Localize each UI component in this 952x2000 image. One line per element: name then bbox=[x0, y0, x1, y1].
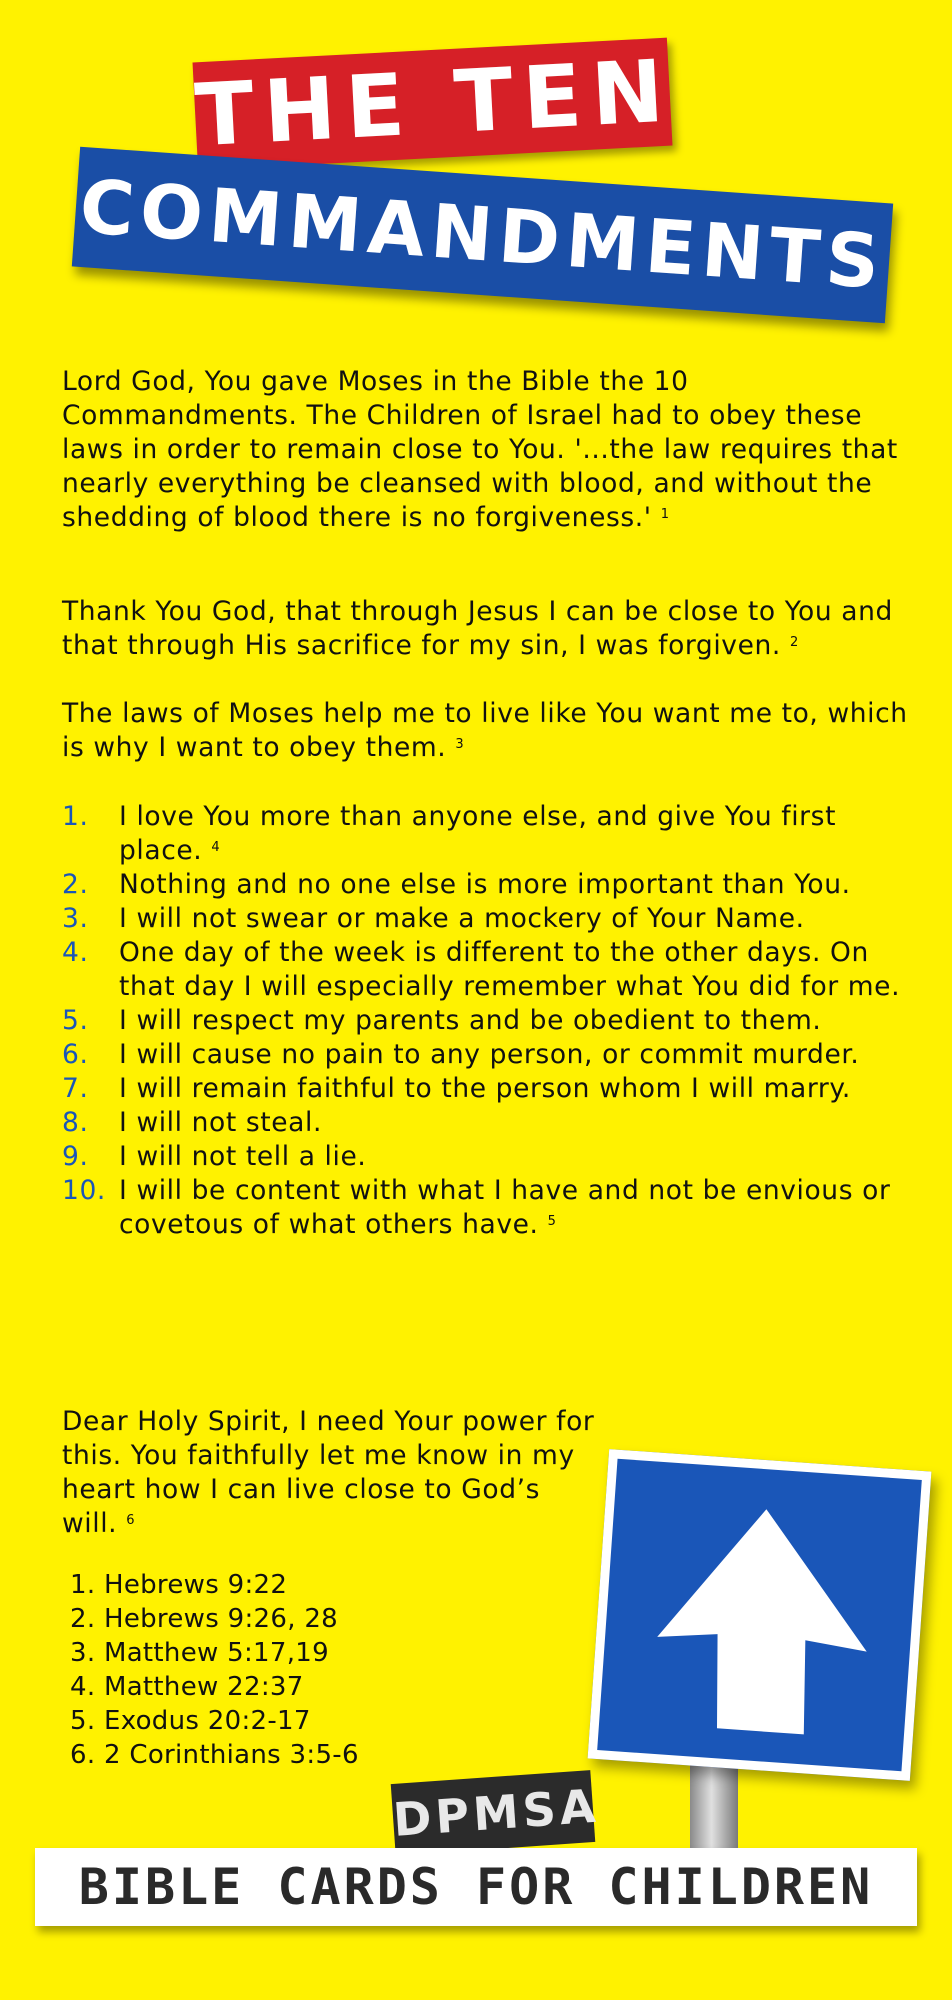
up-arrow-icon bbox=[597, 1459, 922, 1772]
title-line-1: THE TEN bbox=[192, 38, 672, 171]
reference-item: 2. Hebrews 9:26, 28 bbox=[70, 1604, 339, 1634]
spirit-text: Dear Holy Spirit, I need Your power for this. You faithfully let me know in my heart how I can live close to God’s will. bbox=[62, 1406, 595, 1539]
list-item bbox=[62, 1072, 912, 1106]
list-item-text: One day of the week is different to the other days. On that day I will especially remember what You did for me. bbox=[119, 937, 901, 1002]
list-number: 8. bbox=[62, 1107, 89, 1138]
list-number: 6. bbox=[62, 1039, 89, 1070]
footnote-ref: 1 bbox=[660, 507, 670, 522]
intro-paragraph bbox=[62, 365, 912, 535]
references-list bbox=[70, 1568, 359, 1772]
list-number: 2. bbox=[62, 869, 89, 900]
laws-paragraph bbox=[62, 697, 912, 765]
list-number: 7. bbox=[62, 1073, 89, 1104]
list-item-text: I love You more than anyone else, and give You first place. bbox=[119, 801, 837, 866]
list-item bbox=[62, 936, 912, 1004]
list-item-text: I will not steal. bbox=[119, 1107, 322, 1138]
list-item bbox=[62, 902, 912, 936]
list-item-text: I will respect my parents and be obedient to them. bbox=[119, 1005, 822, 1036]
thanks-text: Thank You God, that through Jesus I can be close to You and that through His sacrifice for my sin, I was forgiven. bbox=[62, 596, 893, 661]
footnote-ref: 6 bbox=[126, 1513, 136, 1528]
list-item-text: I will cause no pain to any person, or commit murder. bbox=[119, 1039, 860, 1070]
list-number: 5. bbox=[62, 1005, 89, 1036]
list-number: 4. bbox=[62, 937, 89, 968]
reference-item: 1. Hebrews 9:22 bbox=[70, 1570, 288, 1600]
list-item-text: I will not tell a lie. bbox=[119, 1141, 367, 1172]
list-number: 9. bbox=[62, 1141, 89, 1172]
title-line-2: COMMANDMENTS bbox=[72, 147, 893, 324]
footnote-ref: 2 bbox=[789, 635, 799, 650]
publisher-label: DPMSA bbox=[391, 1770, 596, 1856]
list-item bbox=[62, 1038, 912, 1072]
footnote-ref: 3 bbox=[455, 737, 465, 752]
list-number: 3. bbox=[62, 903, 89, 934]
list-item bbox=[62, 1140, 912, 1174]
one-way-up-arrow-sign-icon bbox=[588, 1449, 932, 1781]
reference-item: 6. 2 Corinthians 3:5-6 bbox=[70, 1740, 359, 1770]
footnote-ref: 5 bbox=[547, 1214, 557, 1229]
list-item bbox=[62, 1106, 912, 1140]
reference-item: 5. Exodus 20:2-17 bbox=[70, 1706, 311, 1736]
list-item-text: I will be content with what I have and not be envious or covetous of what others have. bbox=[119, 1175, 891, 1240]
series-banner: BIBLE CARDS FOR CHILDREN bbox=[35, 1848, 917, 1926]
list-item bbox=[62, 800, 912, 868]
list-item-text: Nothing and no one else is more important than You. bbox=[119, 869, 851, 900]
list-item bbox=[62, 868, 912, 902]
thanks-paragraph bbox=[62, 595, 912, 663]
intro-text: Lord God, You gave Moses in the Bible the 10 Commandments. The Children of Israel had to obey these laws in order to remain close to You. '...the law requires that nearly everything be cleansed with blood, and without the shedding of blood there is no forgiveness.' bbox=[62, 366, 898, 533]
list-number: 1. bbox=[62, 801, 89, 832]
reference-item: 3. Matthew 5:17,19 bbox=[70, 1638, 329, 1668]
footnote-ref: 4 bbox=[211, 840, 221, 855]
list-item-text: I will not swear or make a mockery of Your Name. bbox=[119, 903, 805, 934]
list-item bbox=[62, 1004, 912, 1038]
list-item-text: I will remain faithful to the person whom I will marry. bbox=[119, 1073, 851, 1104]
commandments-list bbox=[62, 800, 912, 1242]
list-number: 10. bbox=[62, 1175, 106, 1206]
spirit-paragraph bbox=[62, 1405, 602, 1541]
laws-text: The laws of Moses help me to live like You want me to, which is why I want to obey them. bbox=[62, 698, 908, 763]
reference-item: 4. Matthew 22:37 bbox=[70, 1672, 304, 1702]
list-item bbox=[62, 1174, 912, 1242]
